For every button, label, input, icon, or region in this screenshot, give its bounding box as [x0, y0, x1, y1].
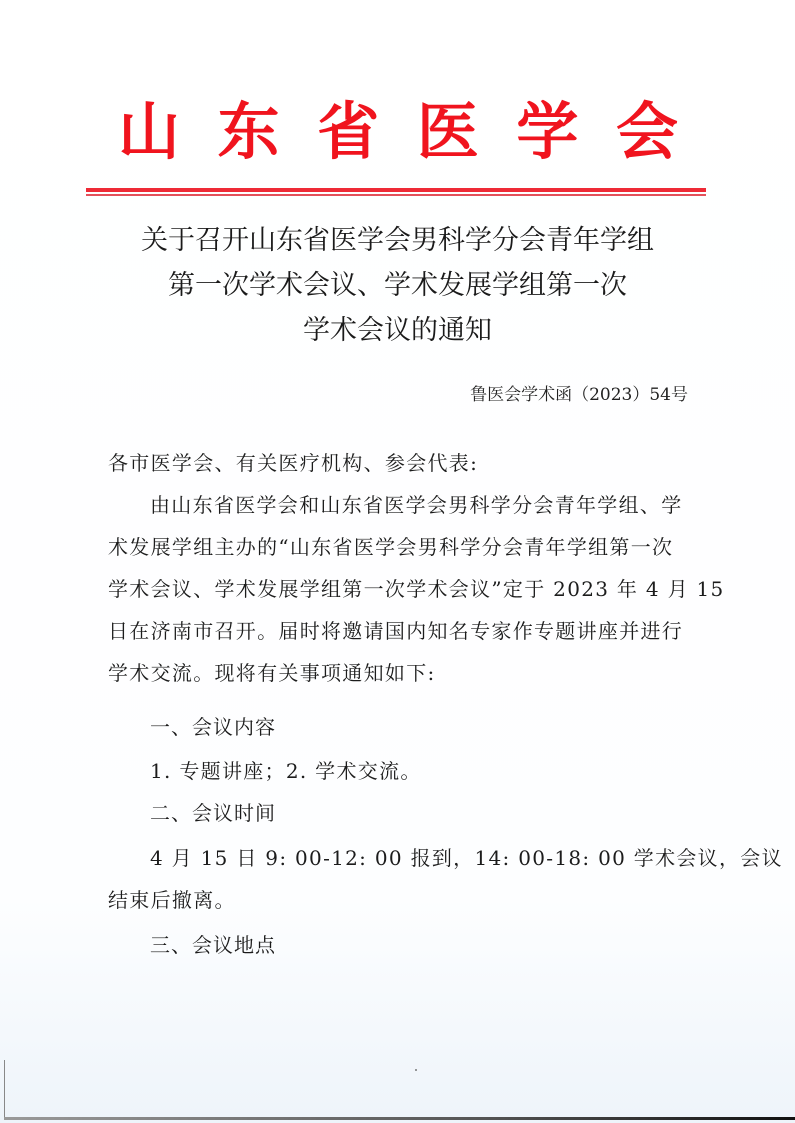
title-line: 第一次学术会议、学术发展学组第一次	[168, 270, 627, 301]
scan-edge-bottom	[4, 1117, 795, 1120]
paragraph-line: 4 月 15 日 9: 00-12: 00 报到，14: 00-18: 00 学术会议，会议	[150, 846, 783, 870]
scan-edge-left	[4, 1060, 5, 1120]
section-content-text: 1. 专题讲座；2. 学术交流。	[150, 759, 422, 783]
masthead-char: 山	[118, 95, 181, 168]
masthead-char: 会	[615, 95, 678, 168]
masthead-char: 学	[516, 95, 579, 168]
salutation: 各市医学会、有关医疗机构、参会代表:	[108, 451, 479, 475]
paragraph-line: 学术会议、学术发展学组第一次学术会议”定于 2023 年 4 月 15	[108, 577, 725, 601]
title-line: 关于召开山东省医学会男科学分会青年学组	[141, 225, 654, 256]
letterhead-masthead	[118, 92, 678, 172]
masthead-char: 省	[317, 95, 380, 168]
document-title	[0, 218, 795, 353]
masthead-char: 东	[217, 95, 280, 168]
section-heading-time: 二、会议时间	[150, 801, 276, 825]
title-line: 学术会议的通知	[303, 315, 492, 346]
letterhead-rule-thick	[86, 188, 706, 192]
paragraph-line: 学术交流。现将有关事项通知如下:	[108, 661, 436, 685]
intro-paragraph	[108, 484, 725, 694]
section-heading-content: 一、会议内容	[150, 715, 276, 739]
masthead-char: 医	[416, 95, 479, 168]
paragraph-line: 术发展学组主办的“山东省医学会男科学分会青年学组第一次	[108, 535, 674, 559]
letterhead-rule-thin	[86, 194, 706, 196]
paragraph-line: 由山东省医学会和山东省医学会男科学分会青年学组、学	[150, 493, 683, 517]
section-heading-location: 三、会议地点	[150, 933, 276, 957]
section-time-text	[108, 837, 783, 921]
document-number: 鲁医会学术函（2023）54号	[470, 385, 688, 405]
paragraph-line: 结束后撤离。	[108, 888, 236, 912]
paragraph-line: 日在济南市召开。届时将邀请国内知名专家作专题讲座并进行	[108, 619, 684, 643]
scan-speck	[415, 1069, 417, 1071]
